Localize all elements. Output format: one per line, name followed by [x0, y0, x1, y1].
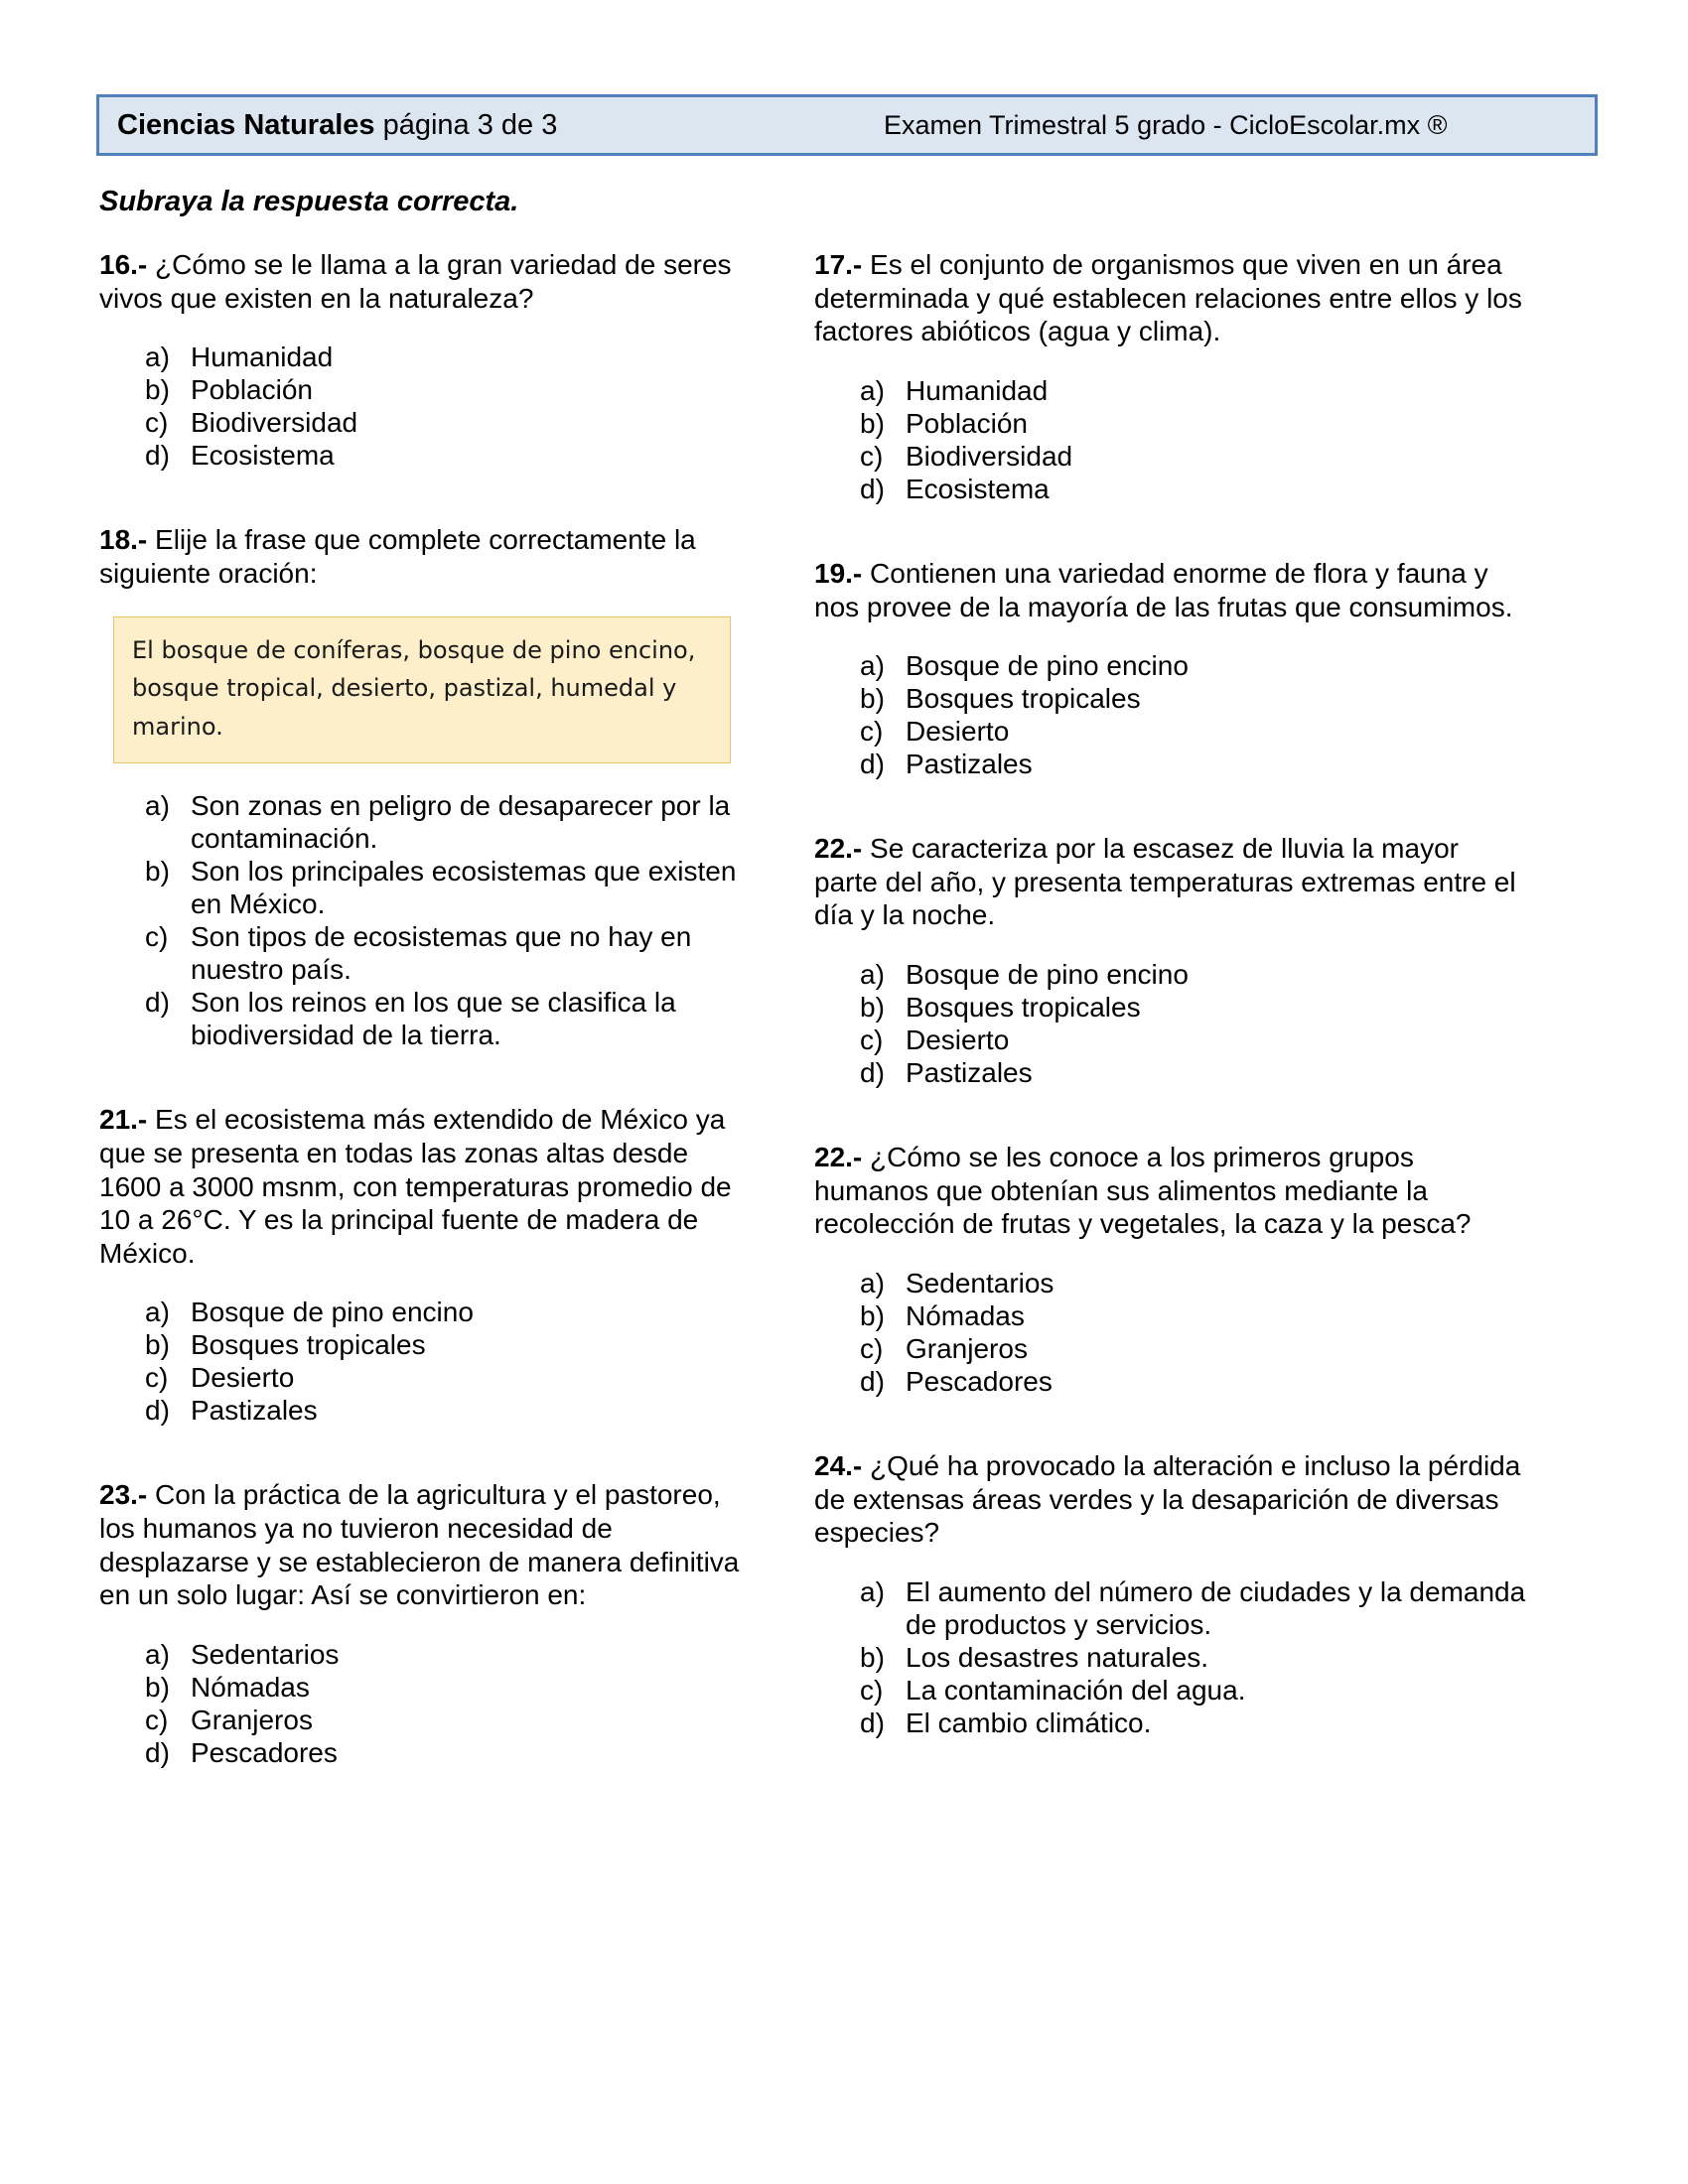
answer-option-letter: a)	[860, 1267, 885, 1298]
answer-option-text: El aumento del número de ciudades y la demanda de productos y servicios.	[906, 1575, 1526, 1640]
answer-option-text: Granjeros	[906, 1332, 1028, 1364]
header-page-label: página 3 de 3	[382, 108, 558, 141]
answer-option-text: Humanidad	[906, 374, 1049, 406]
header-subject-group	[117, 108, 558, 141]
answer-option[interactable]	[860, 991, 1529, 1024]
answer-option[interactable]	[145, 373, 755, 406]
question-stem	[814, 557, 1529, 623]
right-question-column	[814, 248, 1529, 1791]
answer-option-text: Desierto	[906, 716, 1010, 748]
question-number: 24.-	[814, 1450, 863, 1482]
answer-option[interactable]	[860, 649, 1529, 682]
highlighted-statement-box	[113, 616, 731, 764]
answer-option[interactable]	[860, 1365, 1529, 1398]
answer-option-letter: d)	[145, 1736, 170, 1768]
question-text: ¿Cómo se les conoce a los primeros grupos humanos que obtenían sus alimentos mediante la recolección de frutas y vegetales, la caza y la pesca?	[814, 1142, 1472, 1240]
spacer	[99, 472, 755, 523]
answer-option-letter: c)	[145, 921, 169, 953]
answer-option[interactable]	[860, 440, 1529, 473]
answer-option-text: Humanidad	[191, 341, 334, 373]
answer-option-letter: d)	[860, 1366, 885, 1397]
answer-option-text: Pescadores	[191, 1736, 338, 1768]
answer-option[interactable]	[145, 439, 755, 472]
answer-option[interactable]	[145, 986, 755, 1051]
answer-option[interactable]	[860, 1674, 1529, 1706]
header-subject: Ciencias Naturales	[117, 108, 375, 141]
answer-option-list	[145, 1638, 755, 1769]
question-text: Con la práctica de la agricultura y el pastoreo, los humanos ya no tuvieron necesidad de desplazarse y se establecieron de manera definitiva en un solo lugar: Así se convirtieron en:	[99, 1479, 740, 1611]
spacer	[99, 1051, 755, 1103]
answer-option-letter: a)	[860, 959, 885, 990]
answer-option-letter: c)	[860, 1024, 884, 1056]
answer-option-letter: d)	[145, 440, 170, 472]
question-text: ¿Cómo se le llama a la gran variedad de seres vivos que existen en la naturaleza?	[99, 249, 732, 314]
answer-option[interactable]	[860, 748, 1529, 780]
question-text: Elije la frase que complete correctamente la siguiente oración:	[99, 524, 696, 589]
answer-option-letter: a)	[145, 1638, 170, 1670]
answer-option-letter: a)	[145, 341, 170, 373]
spacer	[814, 1550, 1529, 1575]
spacer	[99, 1427, 755, 1478]
answer-option[interactable]	[145, 1704, 755, 1736]
answer-option-letter: b)	[145, 374, 170, 406]
question-number: 22.-	[814, 833, 863, 865]
answer-option-letter: c)	[860, 440, 884, 472]
spacer	[814, 623, 1529, 649]
answer-option-letter: d)	[860, 1057, 885, 1089]
answer-option-letter: a)	[145, 1297, 170, 1328]
answer-option-text: Pastizales	[906, 1057, 1033, 1089]
answer-option-text: Son los reinos en los que se clasifica la biodiversidad de la tierra.	[191, 987, 676, 1051]
answer-option-text: El cambio climático.	[906, 1706, 1152, 1738]
answer-option-text: Bosques tropicales	[906, 683, 1141, 715]
answer-option-text: Son los principales ecosistemas que existen en México.	[191, 856, 737, 920]
answer-option-letter: c)	[860, 1674, 884, 1706]
answer-option-text: Granjeros	[191, 1704, 313, 1735]
highlighted-statement-text: El bosque de coníferas, bosque de pino encino, bosque tropical, desierto, pastizal, humedal y marino.	[132, 635, 696, 742]
question-text: Se caracteriza por la escasez de lluvia la mayor parte del año, y presenta temperaturas extremas entre el día y la noche.	[814, 833, 1516, 931]
answer-option-letter: b)	[860, 1299, 885, 1331]
question-stem	[99, 523, 755, 590]
answer-option-letter: d)	[145, 1395, 170, 1427]
answer-option-text: La contaminación del agua.	[906, 1674, 1246, 1706]
answer-option-list	[145, 1296, 755, 1427]
answer-option[interactable]	[860, 407, 1529, 440]
header-exam-label: Examen Trimestral 5 grado - CicloEscolar.mx ®	[884, 109, 1448, 140]
answer-option[interactable]	[860, 1641, 1529, 1674]
question-stem	[814, 248, 1529, 348]
answer-option-text: Desierto	[191, 1362, 295, 1394]
answer-option-text: Biodiversidad	[191, 407, 358, 439]
answer-option[interactable]	[860, 1024, 1529, 1056]
question-block	[814, 248, 1529, 557]
spacer	[814, 348, 1529, 374]
question-text: Contienen una variedad enorme de flora y fauna y nos provee de la mayoría de las frutas que consumimos.	[814, 557, 1513, 622]
answer-option[interactable]	[145, 1394, 755, 1427]
question-block	[99, 523, 755, 1103]
question-text: Es el ecosistema más extendido de México ya que se presenta en todas las zonas altas desde 1600 a 3000 msnm, con temperaturas promedio de 10 a 26°C. Y es la principal fuente de madera de México.	[99, 1104, 732, 1269]
answer-option-list	[860, 649, 1529, 780]
answer-option-text: Bosque de pino encino	[906, 959, 1189, 990]
question-stem	[99, 248, 755, 315]
answer-option[interactable]	[145, 855, 755, 920]
answer-option-letter: b)	[860, 407, 885, 439]
answer-option[interactable]	[145, 341, 755, 373]
answer-option-letter: d)	[860, 473, 885, 504]
answer-option-text: Son zonas en peligro de desaparecer por la contaminación.	[191, 790, 731, 855]
answer-option-list	[860, 1575, 1529, 1739]
question-block	[814, 557, 1529, 832]
answer-option-text: Nómadas	[906, 1299, 1025, 1331]
answer-option-letter: a)	[860, 650, 885, 682]
answer-option[interactable]	[860, 1706, 1529, 1739]
spacer	[99, 315, 755, 341]
question-text: Es el conjunto de organismos que viven en un área determinada y qué establecen relaciones entre ellos y los factores abióticos (agua y clima).	[814, 249, 1522, 347]
answer-option[interactable]	[145, 1671, 755, 1704]
answer-option-text: Pastizales	[906, 749, 1033, 780]
question-number: 19.-	[814, 557, 863, 589]
question-stem	[814, 1141, 1529, 1241]
answer-option-list	[860, 1267, 1529, 1398]
answer-option[interactable]	[145, 1736, 755, 1769]
answer-option-list	[145, 341, 755, 472]
page-header-banner	[96, 94, 1598, 156]
answer-option-letter: a)	[860, 1575, 885, 1607]
answer-option-text: Los desastres naturales.	[906, 1641, 1209, 1673]
question-number: 21.-	[99, 1104, 148, 1136]
spacer	[99, 1769, 755, 1821]
answer-option-letter: b)	[860, 992, 885, 1024]
spacer	[814, 1241, 1529, 1267]
left-question-column	[99, 248, 755, 1821]
answer-option-text: Pastizales	[191, 1395, 318, 1427]
answer-option-letter: c)	[860, 716, 884, 748]
spacer	[814, 1398, 1529, 1449]
question-number: 18.-	[99, 524, 148, 556]
question-block	[99, 248, 755, 523]
answer-option[interactable]	[860, 1299, 1529, 1332]
answer-option[interactable]	[860, 1056, 1529, 1089]
answer-option-list	[860, 374, 1529, 505]
answer-option-text: Población	[191, 374, 313, 406]
answer-option-letter: a)	[860, 374, 885, 406]
spacer	[814, 505, 1529, 557]
question-number: 22.-	[814, 1142, 863, 1173]
answer-option[interactable]	[860, 1575, 1529, 1641]
question-stem	[99, 1103, 755, 1270]
question-stem	[814, 1449, 1529, 1550]
spacer	[99, 1612, 755, 1638]
answer-option-list	[145, 789, 755, 1051]
answer-option-text: Bosque de pino encino	[191, 1297, 474, 1328]
answer-option-text: Bosque de pino encino	[906, 650, 1189, 682]
answer-option-text: Sedentarios	[906, 1267, 1055, 1298]
answer-option-text: Nómadas	[191, 1671, 310, 1703]
answer-option[interactable]	[145, 1328, 755, 1361]
answer-option[interactable]	[860, 1332, 1529, 1365]
answer-option-letter: b)	[860, 1641, 885, 1673]
spacer	[99, 1270, 755, 1296]
question-text: ¿Qué ha provocado la alteración e incluso la pérdida de extensas áreas verdes y la desaparición de diversas especies?	[814, 1450, 1521, 1549]
answer-option[interactable]	[860, 682, 1529, 715]
answer-option[interactable]	[145, 1638, 755, 1671]
answer-option-text: Ecosistema	[191, 440, 335, 472]
answer-option-text: Bosques tropicales	[906, 992, 1141, 1024]
answer-option-letter: c)	[145, 407, 169, 439]
question-stem	[814, 832, 1529, 932]
question-number: 16.-	[99, 249, 148, 280]
answer-option-text: Ecosistema	[906, 473, 1050, 504]
spacer	[814, 932, 1529, 958]
answer-option-text: Son tipos de ecosistemas que no hay en nuestro país.	[191, 921, 692, 986]
question-block	[814, 832, 1529, 1141]
answer-option[interactable]	[860, 715, 1529, 748]
answer-option-letter: c)	[145, 1362, 169, 1394]
answer-option-text: Biodiversidad	[906, 440, 1073, 472]
answer-option[interactable]	[860, 1267, 1529, 1299]
answer-option-letter: b)	[145, 1671, 170, 1703]
answer-option-text: Sedentarios	[191, 1638, 340, 1670]
answer-option-letter: d)	[860, 1706, 885, 1738]
answer-option-letter: c)	[860, 1332, 884, 1364]
answer-option-letter: b)	[145, 1329, 170, 1361]
question-number: 17.-	[814, 249, 863, 280]
answer-option-text: Desierto	[906, 1024, 1010, 1056]
answer-option[interactable]	[145, 406, 755, 439]
question-block	[99, 1478, 755, 1821]
answer-option-letter: b)	[860, 683, 885, 715]
question-stem	[99, 1478, 755, 1611]
answer-option-letter: a)	[145, 790, 170, 822]
answer-option[interactable]	[145, 789, 755, 855]
answer-option-text: Población	[906, 407, 1028, 439]
spacer	[814, 1739, 1529, 1791]
answer-option[interactable]	[860, 374, 1529, 407]
question-block	[814, 1141, 1529, 1449]
answer-option-letter: b)	[145, 856, 170, 887]
question-number: 23.-	[99, 1479, 148, 1511]
answer-option[interactable]	[145, 1296, 755, 1328]
answer-option[interactable]	[145, 920, 755, 986]
spacer	[99, 763, 755, 789]
answer-option-letter: d)	[860, 749, 885, 780]
spacer	[814, 1089, 1529, 1141]
instruction-text: Subraya la respuesta correcta.	[99, 186, 519, 217]
question-block	[814, 1449, 1529, 1791]
question-block	[99, 1103, 755, 1478]
spacer	[814, 780, 1529, 832]
answer-option-letter: d)	[145, 987, 170, 1019]
answer-option-text: Bosques tropicales	[191, 1329, 426, 1361]
answer-option[interactable]	[860, 473, 1529, 505]
answer-option[interactable]	[860, 958, 1529, 991]
answer-option-list	[860, 958, 1529, 1089]
answer-option[interactable]	[145, 1361, 755, 1394]
answer-option-letter: c)	[145, 1704, 169, 1735]
answer-option-text: Pescadores	[906, 1366, 1053, 1397]
